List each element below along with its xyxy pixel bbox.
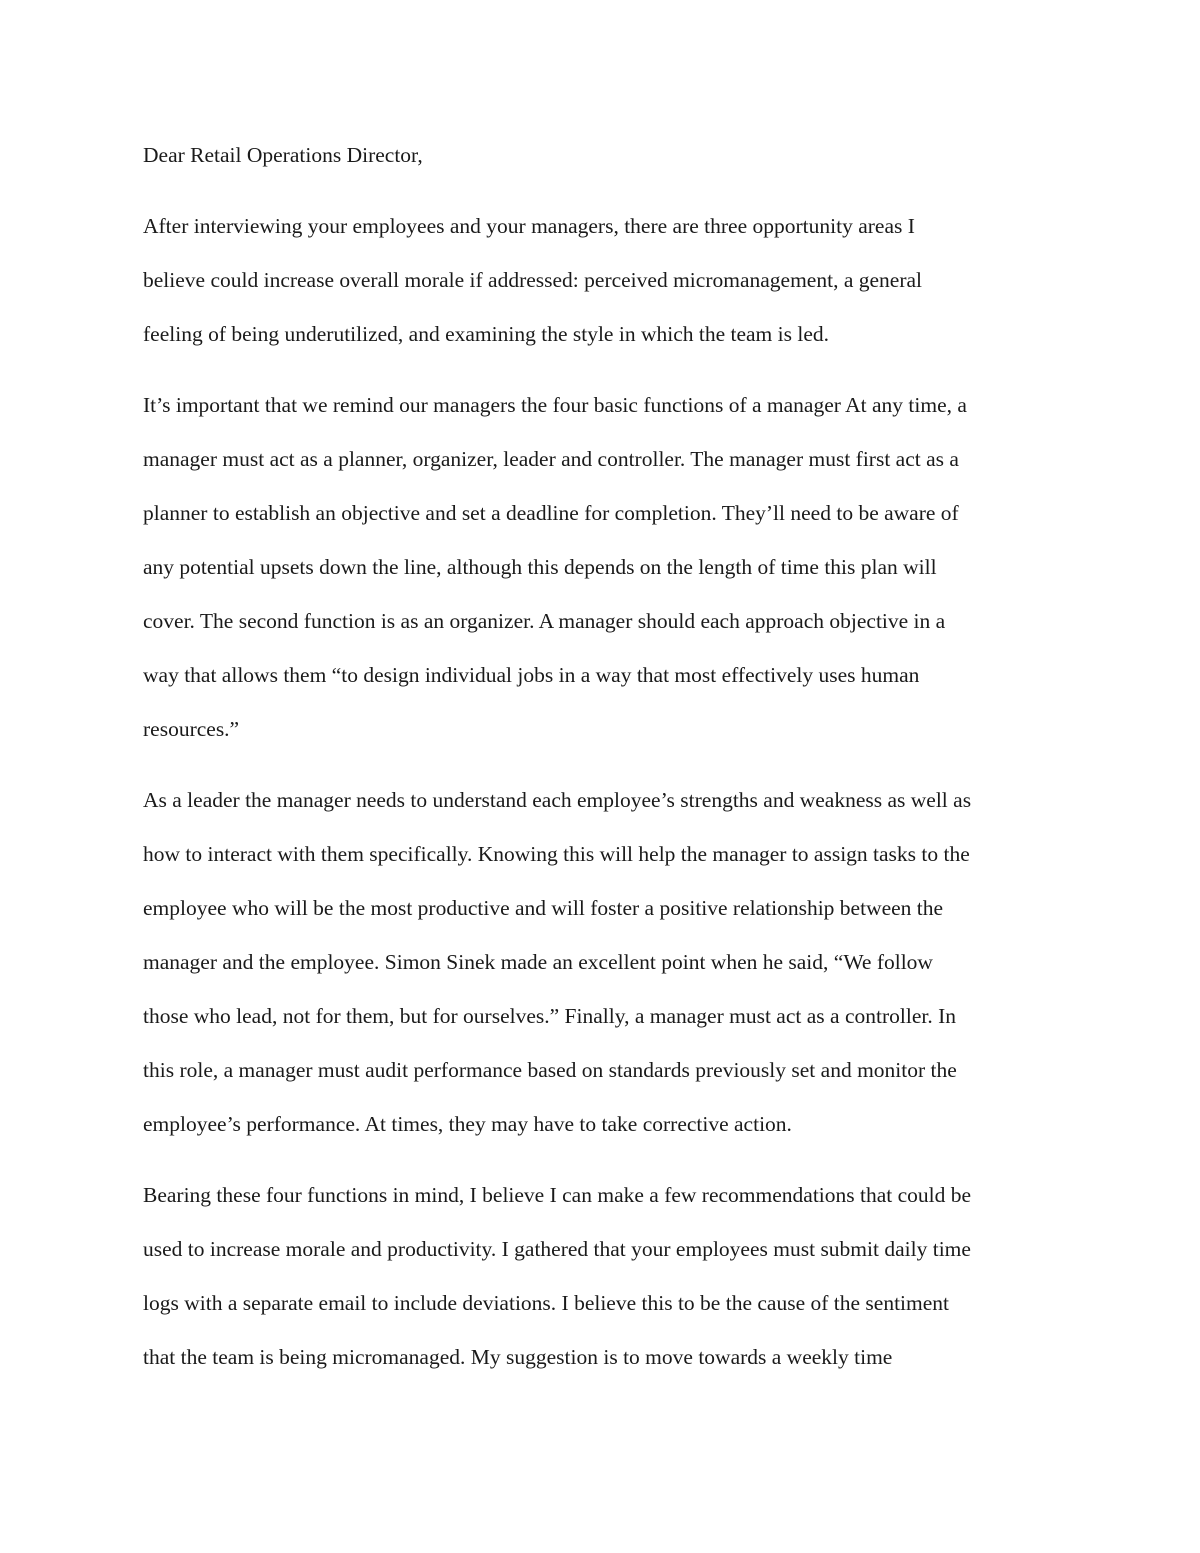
paragraph-line: employee’s performance. At times, they may have to take corrective action. xyxy=(143,1112,792,1136)
paragraph-line: resources.” xyxy=(143,717,240,741)
paragraph-line: cover. The second function is as an organizer. A manager should each approach objective in a xyxy=(143,609,946,633)
paragraph-line: believe could increase overall morale if addressed: perceived micromanagement, a general xyxy=(143,268,922,292)
paragraph-line: It’s important that we remind our managers the four basic functions of a manager At any time, a xyxy=(143,393,967,417)
paragraph-line: those who lead, not for them, but for ourselves.” Finally, a manager must act as a controller. In xyxy=(143,1004,956,1028)
paragraph-line: As a leader the manager needs to understand each employee’s strengths and weakness as well as xyxy=(143,788,972,812)
salutation: Dear Retail Operations Director, xyxy=(143,143,423,167)
paragraph-line: how to interact with them specifically. Knowing this will help the manager to assign tasks to the xyxy=(143,842,970,866)
paragraph-line: that the team is being micromanaged. My suggestion is to move towards a weekly time xyxy=(143,1345,893,1369)
paragraph-line: After interviewing your employees and your managers, there are three opportunity areas I xyxy=(143,214,915,238)
paragraph-line: used to increase morale and productivity. I gathered that your employees must submit daily time xyxy=(143,1237,971,1261)
paragraph-line: this role, a manager must audit performance based on standards previously set and monitor the xyxy=(143,1058,957,1082)
paragraph-line: way that allows them “to design individual jobs in a way that most effectively uses human xyxy=(143,663,920,687)
paragraph-line: manager must act as a planner, organizer, leader and controller. The manager must first act as a xyxy=(143,447,959,471)
paragraph-line: logs with a separate email to include deviations. I believe this to be the cause of the sentiment xyxy=(143,1291,950,1315)
paragraph-line: planner to establish an objective and set a deadline for completion. They’ll need to be aware of xyxy=(143,501,959,525)
paragraph-line: Bearing these four functions in mind, I believe I can make a few recommendations that could be xyxy=(143,1183,972,1207)
paragraph-line: manager and the employee. Simon Sinek made an excellent point when he said, “We follow xyxy=(143,950,933,974)
paragraph-line: feeling of being underutilized, and examining the style in which the team is led. xyxy=(143,322,830,346)
paragraph-line: any potential upsets down the line, although this depends on the length of time this plan will xyxy=(143,555,937,579)
paragraph-line: employee who will be the most productive and will foster a positive relationship between the xyxy=(143,896,944,920)
